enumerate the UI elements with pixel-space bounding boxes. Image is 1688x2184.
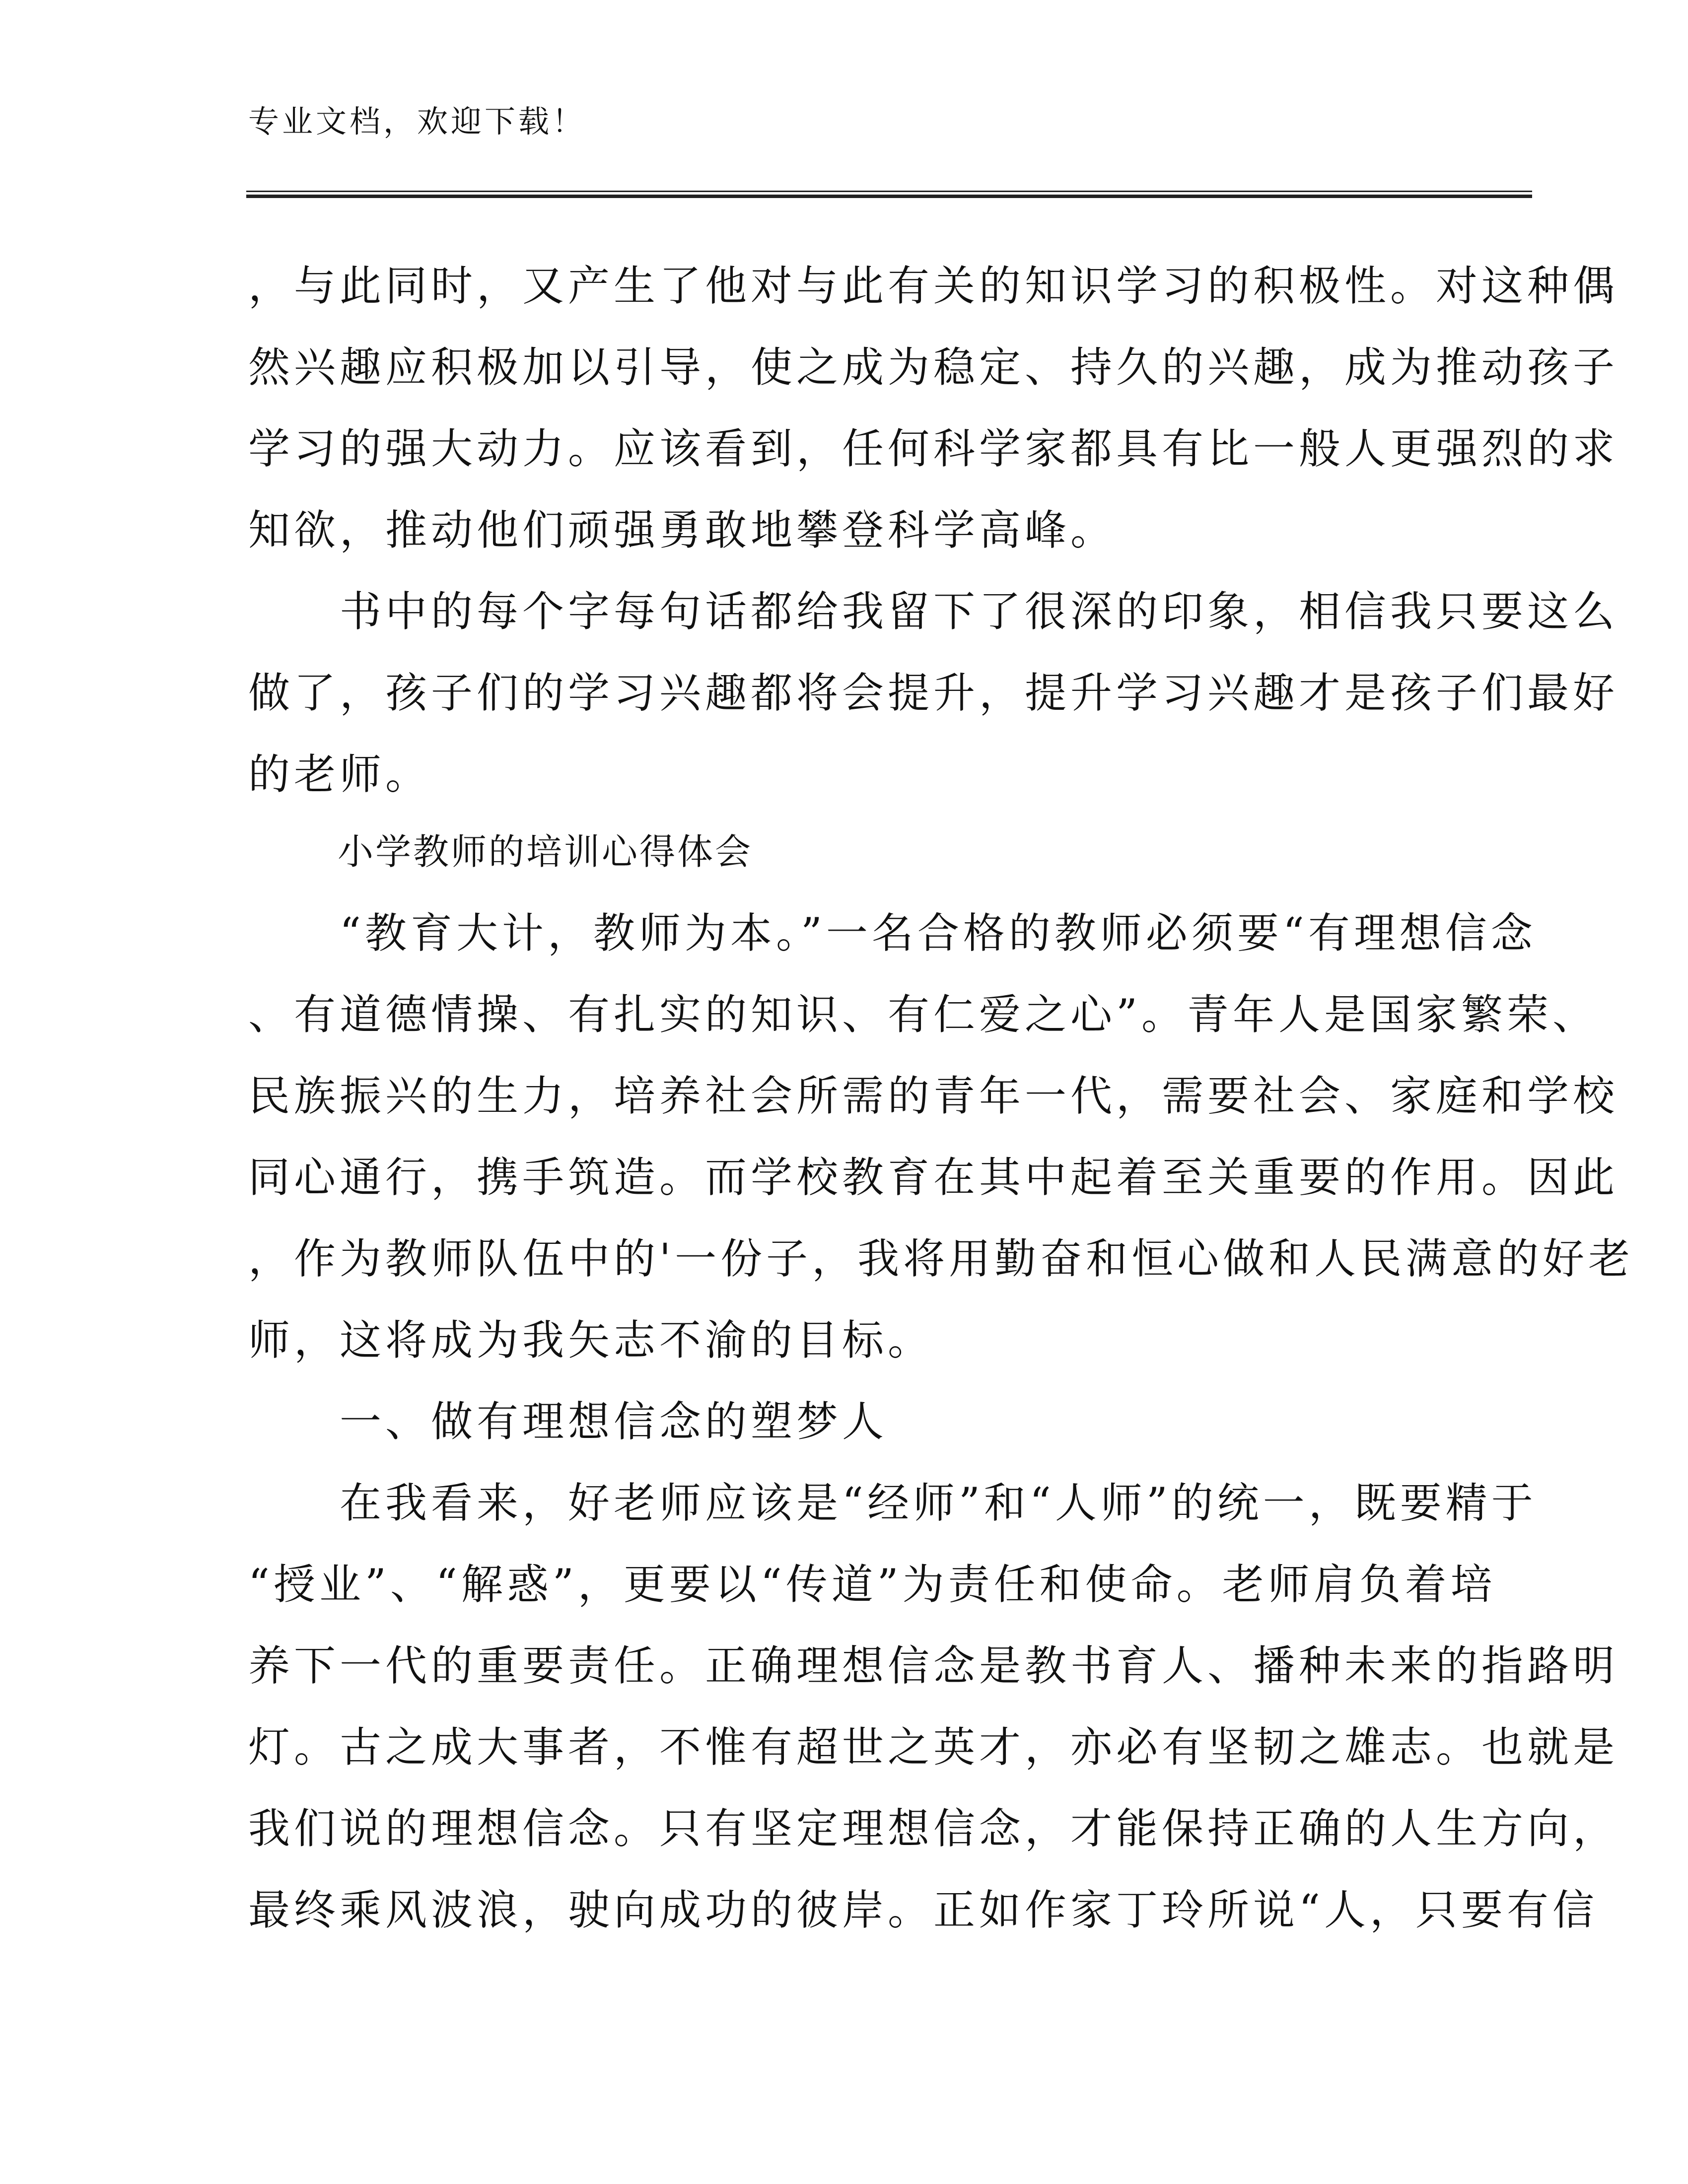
text-line: 的老师。 — [248, 750, 431, 799]
text-line: 书中的每个字每句话都给我留下了很深的印象，相信我只要这么 — [248, 587, 1619, 636]
text-line: 学习的强大动力。应该看到，任何科学家都具有比一般人更强烈的求 — [248, 424, 1619, 473]
text-line: ，与此同时，又产生了他对与此有关的知识学习的积极性。对这种偶 — [248, 262, 1619, 310]
text-line: “教育大计，教师为本。”一名合格的教师必须要“有理想信念 — [248, 909, 1537, 957]
text-line: 同心通行，携手筑造。而学校教育在其中起着至关重要的作用。因此 — [248, 1153, 1619, 1202]
text-line: 、有道德情操、有扎实的知识、有仁爱之心”。青年人是国家繁荣、 — [248, 990, 1598, 1039]
text-line: 我们说的理想信念。只有坚定理想信念，才能保持正确的人生方向， — [248, 1804, 1619, 1853]
header-divider-thick — [246, 195, 1532, 198]
section-title: 小学教师的培训心得体会 — [338, 831, 753, 873]
text-line: 民族振兴的生力，培养社会所需的青年一代，需要社会、家庭和学校 — [248, 1072, 1619, 1120]
text-line: ，作为教师队伍中的'一份子，我将用勤奋和恒心做和人民满意的好老 — [248, 1234, 1634, 1283]
text-line: 最终乘风波浪，驶向成功的彼岸。正如作家丁玲所说“人，只要有信 — [248, 1886, 1598, 1934]
header-text: 专业文档，欢迎下载！ — [248, 103, 586, 139]
text-line: 在我看来，好老师应该是“经师”和“人师”的统一，既要精于 — [248, 1479, 1537, 1527]
text-line: 师，这将成为我矢志不渝的目标。 — [248, 1316, 934, 1365]
text-line: 然兴趣应积极加以引导，使之成为稳定、持久的兴趣，成为推动孩子 — [248, 343, 1619, 392]
text-line: 灯。古之成大事者，不惟有超世之英才，亦必有坚韧之雄志。也就是 — [248, 1723, 1619, 1772]
text-line: “授业”、“解惑”，更要以“传道”为责任和使命。老师肩负着培 — [248, 1560, 1496, 1609]
text-line: 知欲，推动他们顽强勇敢地攀登科学高峰。 — [248, 506, 1117, 554]
header-divider-thin — [246, 191, 1532, 192]
text-line: 养下一代的重要责任。正确理想信念是教书育人、播种未来的指路明 — [248, 1641, 1619, 1690]
header-divider — [246, 191, 1532, 199]
subheading: 一、做有理想信念的塑梦人 — [248, 1397, 888, 1446]
text-line: 做了，孩子们的学习兴趣都将会提升，提升学习兴趣才是孩子们最好 — [248, 669, 1619, 717]
